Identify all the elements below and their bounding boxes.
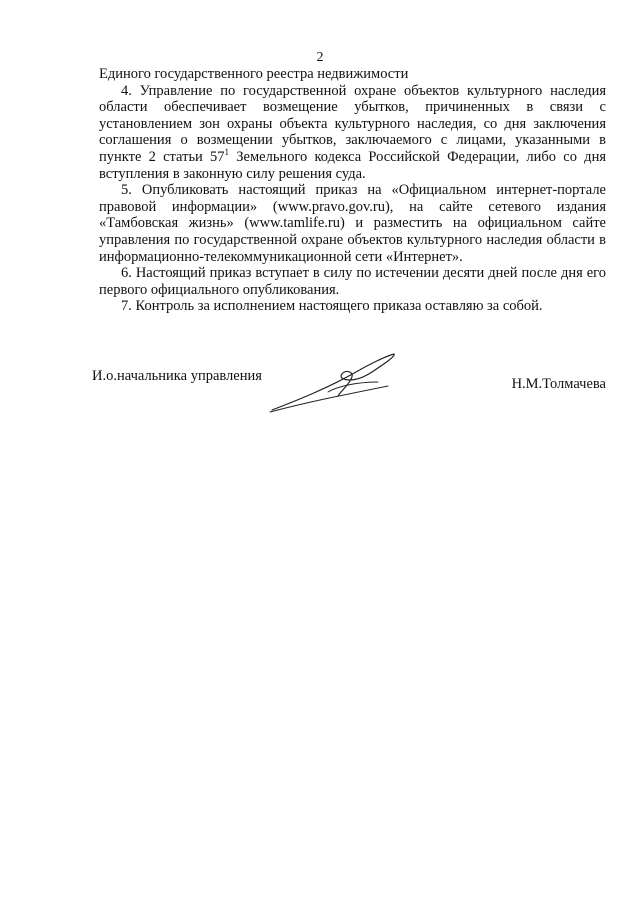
paragraph-6: 6. Настоящий приказ вступает в силу по истечении десяти дней после дня его первого официального опубликования.	[99, 265, 606, 298]
page-number: 2	[316, 50, 324, 65]
paragraph-4-text: 4. Управление по государственной охране объектов культурного наследия области обеспечивает возмещение убытков, причиненных в связи с установлением зон охраны объекта культурного наследия, со дня заключения соглашения о возмещении убытков, заключаемого с лицами, указанными в пункте 2 статьи 57	[99, 82, 606, 165]
paragraph-7: 7. Контроль за исполнением настоящего приказа оставляю за собой.	[121, 298, 543, 315]
document-body	[99, 66, 606, 315]
paragraph-continuation: Единого государственного реестра недвижимости	[99, 66, 409, 82]
signature-block	[92, 368, 606, 418]
paragraph-5: 5. Опубликовать настоящий приказ на «Официальном интернет-портале правовой информации» (www.pravo.gov.ru), на сайте сетевого издания «Тамбовская жизнь» (www.tamlife.ru) и разместить на официальном сайте управления по государственной охране объектов культурного наследия области в информационно-телекоммуникационной сети «Интернет».	[99, 182, 606, 265]
paragraph-4	[99, 83, 606, 183]
handwritten-signature	[268, 352, 408, 416]
signatory-name: Н.М.Толмачева	[511, 376, 606, 392]
paragraph-4-end: Земельного кодекса Российской Федерации, либо со дня вступления в законную силу решения суда.	[99, 148, 606, 182]
article-superscript: 1	[224, 147, 230, 158]
signatory-title: И.о.начальника управления	[92, 368, 262, 384]
